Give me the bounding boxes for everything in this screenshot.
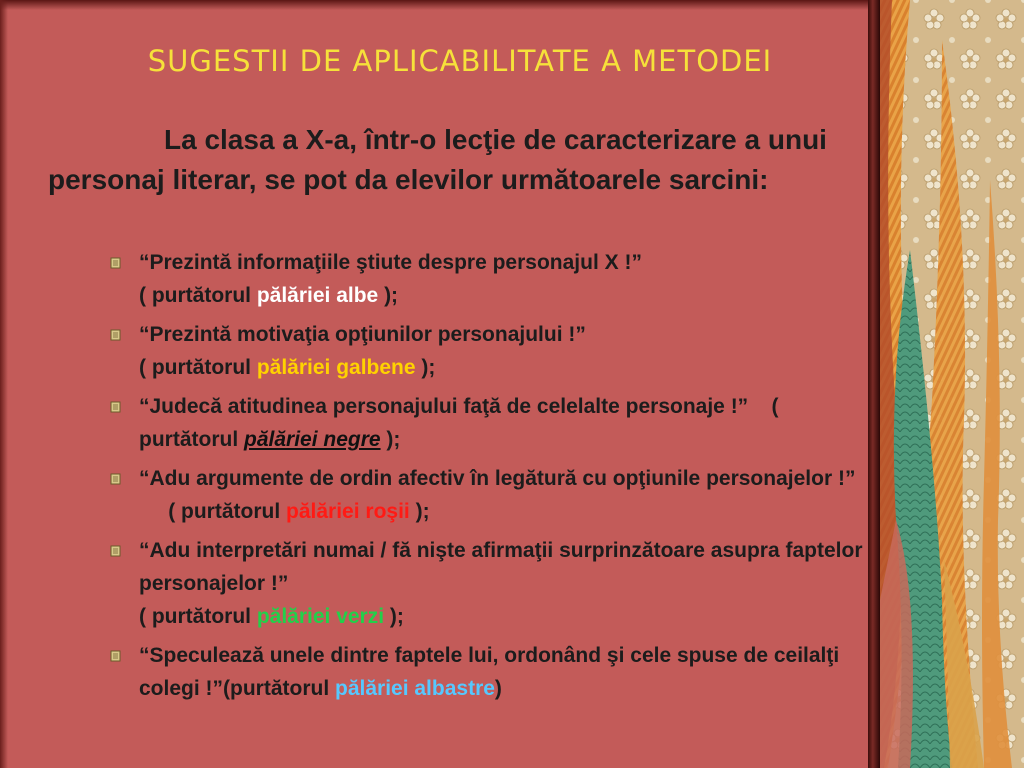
hat-label-white: pălăriei albe (256, 284, 379, 307)
task-quote: “Adu argumente de ordin afectiv în legătură cu opţiunile personajelor !” (139, 467, 856, 490)
intro-paragraph (48, 120, 868, 200)
task-quote: “Speculează unele dintre faptele lui, ordonând şi cele spuse de ceilalţi colegi !” (139, 644, 840, 700)
bullet-icon (110, 545, 121, 557)
task-list (110, 246, 870, 711)
bearer-suffix: ); (384, 605, 404, 628)
task-separator (139, 500, 168, 523)
decorative-side-border (880, 0, 1024, 768)
panel-shadow-top (0, 0, 868, 10)
list-item (110, 246, 870, 312)
bearer-prefix: ( purtătorul (139, 395, 779, 451)
slide-title: SUGESTII DE APLICABILITATE A METODEI (147, 44, 773, 78)
panel-shadow-left (0, 0, 8, 768)
hat-label-blue: pălăriei albastre (335, 677, 495, 700)
task-quote: “Prezintă motivaţia opţiunilor personajului !” (139, 323, 586, 346)
hat-label-red: pălăriei roşii (286, 500, 410, 523)
list-item (110, 390, 870, 456)
bearer-prefix: (purtătorul (223, 677, 335, 700)
intro-text: La clasa a X-a, într-o lecţie de caracterizare a unui personaj literar, se pot da elevilor următoarele sarcini: (48, 124, 827, 195)
list-item (110, 534, 870, 633)
list-item (110, 639, 870, 705)
bearer-prefix: ( purtătorul (139, 284, 257, 307)
task-quote: “Prezintă informaţiile ştiute despre personajul X !” (139, 251, 642, 274)
bullet-icon (110, 473, 121, 485)
bullet-icon (110, 401, 121, 413)
bearer-suffix: ); (409, 500, 430, 523)
list-item (110, 462, 870, 528)
bearer-suffix: ); (378, 284, 399, 307)
task-separator (748, 395, 771, 418)
bearer-prefix: ( purtătorul (139, 356, 257, 379)
bearer-prefix: ( purtătorul (168, 500, 287, 523)
bullet-icon (110, 329, 121, 341)
hat-label-black: pălăriei negre (244, 428, 381, 451)
hat-label-green: pălăriei verzi (256, 605, 385, 628)
bearer-suffix: ) (494, 677, 502, 700)
hat-label-yellow: pălăriei galbene (256, 356, 416, 379)
bullet-icon (110, 257, 121, 269)
task-quote: “Judecă atitudinea personajului faţă de celelalte personaje !” (139, 395, 749, 418)
bearer-suffix: ); (380, 428, 401, 451)
list-item (110, 318, 870, 384)
bullet-icon (110, 650, 121, 662)
bearer-suffix: ); (415, 356, 436, 379)
bearer-prefix: ( purtătorul (139, 605, 257, 628)
task-quote: “Adu interpretări numai / fă nişte afirmaţii surprinzătoare asupra faptelor personajelor !” (139, 539, 863, 595)
